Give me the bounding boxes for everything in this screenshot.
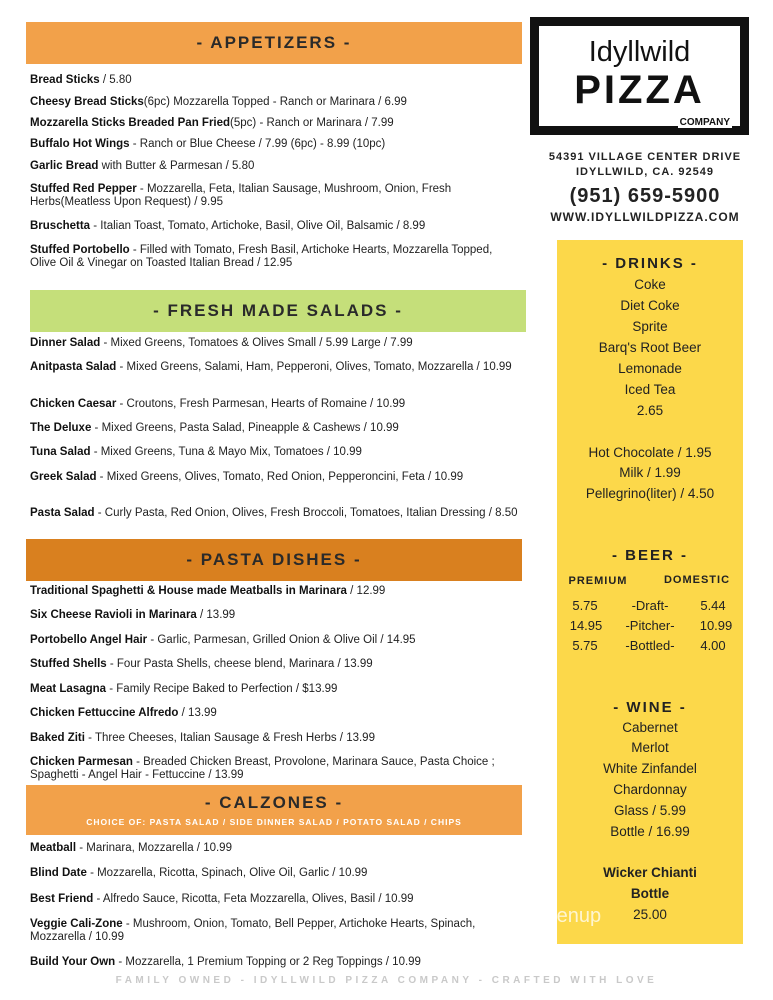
drink-item: Lemonade: [618, 361, 682, 376]
phone-number: (951) 659-5900: [569, 185, 721, 207]
beer-premium-price: 5.75: [572, 638, 598, 653]
menu-item: Veggie Cali-Zone - Mushroom, Onion, Tomato, Bell Pepper, Artichoke Hearts, Spinach, Mozzarella / 10.99: [30, 918, 476, 943]
wine-item: Merlot: [631, 740, 669, 755]
address-line1: 54391 VILLAGE CENTER DRIVE: [548, 151, 742, 163]
logo-line1: Idyllwild: [588, 36, 691, 68]
menu-item: Anitpasta Salad - Mixed Greens, Salami, Ham, Pepperoni, Olives, Tomato, Mozzarella / 10.99: [30, 361, 512, 373]
menu-item: Chicken Caesar - Croutons, Fresh Parmesan, Hearts of Romaine / 10.99: [30, 398, 406, 410]
footer-tagline: FAMILY OWNED - IDYLLWILD PIZZA COMPANY - CRAFTED WITH LOVE: [115, 975, 658, 986]
menu-item: Best Friend - Alfredo Sauce, Ricotta, Feta Mozzarella, Olives, Basil / 10.99: [30, 893, 414, 905]
salads-heading: - FRESH MADE SALADS -: [30, 290, 526, 332]
beer-premium-price: 5.75: [572, 598, 598, 613]
wine-special-size: Bottle: [630, 886, 670, 901]
menu-item: Pasta Salad - Curly Pasta, Red Onion, Olives, Fresh Broccoli, Tomatoes, Italian Dressing / 8.50: [30, 507, 518, 519]
menu-item: Bread Sticks / 5.80: [30, 74, 132, 86]
menu-item: The Deluxe - Mixed Greens, Pasta Salad, Pineapple & Cashews / 10.99: [30, 422, 399, 434]
beer-domestic-price: 4.00: [700, 638, 726, 653]
website: WWW.IDYLLWILDPIZZA.COM: [550, 210, 740, 224]
logo-line3: COMPANY: [679, 117, 730, 128]
drink-item: Coke: [634, 277, 666, 292]
menu-item: Buffalo Hot Wings - Ranch or Blue Cheese / 7.99 (6pc) - 8.99 (10pc): [30, 138, 386, 150]
menu-item: Dinner Salad - Mixed Greens, Tomatoes & Olives Small / 5.99 Large / 7.99: [30, 337, 413, 349]
beer-domestic-label: DOMESTIC: [663, 574, 731, 586]
menu-item: Meat Lasagna - Family Recipe Baked to Perfection / $13.99: [30, 683, 338, 695]
menu-item: Greek Salad - Mixed Greens, Olives, Tomato, Red Onion, Pepperoncini, Feta / 10.99: [30, 471, 464, 483]
menu-item: Stuffed Shells - Four Pasta Shells, cheese blend, Marinara / 13.99: [30, 658, 373, 670]
wine-price: Glass / 5.99: [613, 803, 687, 818]
menu-item: Mozzarella Sticks Breaded Pan Fried(5pc) - Ranch or Marinara / 7.99: [30, 117, 394, 129]
logo-line2: PIZZA: [574, 68, 705, 112]
wine-heading: - WINE -: [613, 699, 687, 716]
beer-domestic-price: 10.99: [699, 618, 733, 633]
wine-special-price: 25.00: [633, 907, 667, 922]
calzones-heading: [26, 785, 522, 835]
menu-item: Blind Date - Mozzarella, Ricotta, Spinach, Olive Oil, Garlic / 10.99: [30, 867, 368, 879]
address-line2: IDYLLWILD, CA. 92549: [576, 166, 714, 178]
wine-price: Bottle / 16.99: [610, 824, 690, 839]
menu-item: Baked Ziti - Three Cheeses, Italian Sausage & Fresh Herbs / 13.99: [30, 732, 375, 744]
menu-item: Chicken Parmesan - Breaded Chicken Breast, Provolone, Marinara Sauce, Pasta Choice ; Spaghetti - Angel Hair - Fettuccine / 13.99: [30, 756, 495, 781]
calzones-title: - CALZONES -: [204, 793, 344, 812]
drink-item: Hot Chocolate / 1.95: [588, 445, 712, 460]
drinks-heading: - DRINKS -: [602, 255, 698, 272]
menu-item: Cheesy Bread Sticks(6pc) Mozzarella Topped - Ranch or Marinara / 6.99: [30, 96, 407, 108]
calzones-subtitle: CHOICE OF: PASTA SALAD / SIDE DINNER SALAD / POTATO SALAD / CHIPS: [86, 817, 462, 827]
beer-premium-label: PREMIUM: [568, 575, 628, 587]
drink-item: Barq's Root Beer: [598, 340, 702, 355]
menu-item: Portobello Angel Hair - Garlic, Parmesan, Grilled Onion & Olive Oil / 14.95: [30, 634, 416, 646]
drink-item: Diet Coke: [620, 298, 680, 313]
menu-item: Tuna Salad - Mixed Greens, Tuna & Mayo Mix, Tomatoes / 10.99: [30, 446, 362, 458]
beer-size: -Draft-: [631, 598, 669, 613]
beer-heading: - BEER -: [612, 547, 688, 564]
drink-item: Pellegrino(liter) / 4.50: [585, 486, 715, 501]
beer-domestic-price: 5.44: [700, 598, 726, 613]
drink-item: Iced Tea: [624, 382, 676, 397]
wine-special-name: Wicker Chianti: [603, 865, 697, 880]
menu-item: Stuffed Portobello - Filled with Tomato, Fresh Basil, Artichoke Hearts, Mozzarella Topped, Olive Oil & Vinegar on Toasted Italian Bread / 12.95: [30, 244, 493, 269]
menu-item: Garlic Bread with Butter & Parmesan / 5.80: [30, 160, 255, 172]
wine-item: White Zinfandel: [603, 761, 697, 776]
menu-item: Meatball - Marinara, Mozzarella / 10.99: [30, 842, 232, 854]
beer-size: -Bottled-: [625, 638, 675, 653]
watermark: menup: [540, 905, 602, 927]
wine-item: Chardonnay: [613, 782, 687, 797]
pasta-heading: - PASTA DISHES -: [26, 539, 522, 581]
menu-item: Build Your Own - Mozzarella, 1 Premium Topping or 2 Reg Toppings / 10.99: [30, 956, 421, 968]
drink-item: Milk / 1.99: [619, 465, 681, 480]
beer-size: -Pitcher-: [625, 618, 675, 633]
drink-price: 2.65: [636, 403, 664, 418]
beer-premium-price: 14.95: [569, 618, 603, 633]
wine-item: Cabernet: [622, 720, 678, 735]
menu-item: Stuffed Red Pepper - Mozzarella, Feta, Italian Sausage, Mushroom, Onion, Fresh Herbs(Meatless Upon Request) / 9.95: [30, 183, 452, 208]
menu-item: Six Cheese Ravioli in Marinara / 13.99: [30, 609, 236, 621]
appetizers-heading: - APPETIZERS -: [26, 22, 522, 64]
drink-item: Sprite: [632, 319, 668, 334]
menu-item: Chicken Fettuccine Alfredo / 13.99: [30, 707, 217, 719]
logo: [530, 17, 749, 135]
menu-item: Traditional Spaghetti & House made Meatballs in Marinara / 12.99: [30, 585, 386, 597]
menu-item: Bruschetta - Italian Toast, Tomato, Artichoke, Basil, Olive Oil, Balsamic / 8.99: [30, 220, 426, 232]
drinks-panel: [557, 240, 743, 944]
